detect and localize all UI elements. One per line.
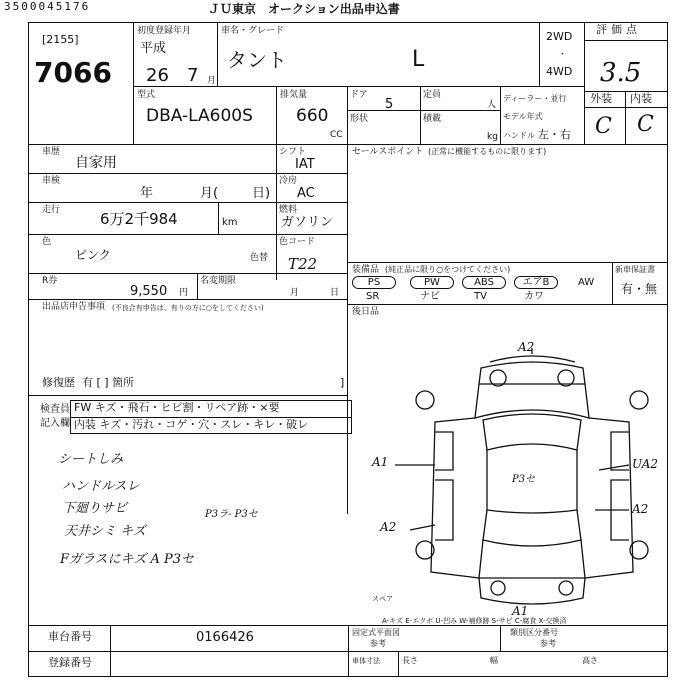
handwritten-note-4: 天井シミ キズ — [64, 524, 146, 539]
notes-sub: (不良合有申告は、有りの方に○をしてください) — [112, 304, 264, 312]
diag-note-top: A2 — [518, 340, 535, 354]
ac-label: 冷房 — [279, 176, 298, 186]
form-title: ＪＵ東京 オークション出品申込書 — [208, 2, 400, 16]
model-grade: L — [412, 47, 425, 72]
person-unit: 人 — [487, 100, 497, 110]
new-car-value: 有・無 — [621, 282, 658, 296]
handle-label: ハンドル — [503, 131, 535, 140]
equip-tv: TV — [474, 291, 487, 302]
inspector-ext-row: FW キズ・飛石・ヒビ割・リペア跡・×要 — [74, 401, 280, 414]
mileage-label: 走行 — [42, 205, 61, 215]
drive-2wd: 2WD — [546, 30, 573, 43]
door-count: 5 — [385, 97, 394, 112]
chassis-label: 車台番号 — [48, 630, 92, 643]
recycle-value: 9,550 — [130, 284, 168, 299]
inspection-year-unit: 年 — [140, 186, 154, 201]
name-change-month: 月 — [290, 288, 300, 298]
drive-4wd: 4WD — [546, 65, 573, 78]
rating-label: 評価点 — [596, 23, 641, 36]
height-label: 高さ — [582, 656, 598, 665]
color-change-label: 色替 — [250, 253, 269, 263]
chassis-number: 0166426 — [196, 630, 254, 645]
registration-month: 7 — [187, 65, 199, 86]
type-label: 型式 — [137, 90, 156, 100]
capacity-label: 定員 — [423, 90, 442, 100]
new-car-label: 新車保証書 — [615, 265, 655, 274]
dims-label: 車体寸法 — [352, 657, 380, 665]
diag-note-right-front: UA2 — [632, 457, 659, 471]
fuel-label: 燃料 — [279, 205, 298, 215]
repair-label: 修復歴 — [42, 376, 75, 389]
inspection-label: 車検 — [42, 176, 61, 186]
model-type: DBA-LA600S — [146, 106, 253, 126]
shift-value: IAT — [295, 157, 315, 172]
lot-number: 7066 — [34, 56, 112, 89]
rating-score: 3.5 — [600, 58, 642, 88]
repair-close: ] — [340, 376, 345, 389]
door-label: ドア — [350, 90, 368, 100]
equipment-label: 装備品 — [352, 265, 380, 275]
handwritten-note-5: Fガラスにキズ A P3セ — [60, 552, 195, 567]
registration-label: 初度登録年月 — [137, 26, 192, 36]
name-change-label: 名変期限 — [200, 276, 237, 286]
equip-navi: ナビ — [420, 291, 440, 302]
damage-legend: A-キズ E-エクボ U-凹み W-補修跡 S-サビ C-腐食 X-交換済 — [382, 617, 567, 625]
diag-note-center-lower: P3ラ- P3セ — [205, 509, 258, 520]
sales-point-label: セールスポイント — [352, 147, 424, 157]
model-name: タント — [227, 48, 287, 72]
model-label: 車名・グレード — [221, 26, 285, 36]
diag-note-right-mid: A2 — [632, 502, 649, 516]
drive-dot: ・ — [558, 50, 568, 60]
equip-airbag: エアB — [514, 276, 558, 289]
recycle-yen: 円 — [179, 288, 189, 298]
equip-sr: SR — [366, 291, 380, 302]
ref-label-2: 参考 — [540, 639, 556, 648]
color-value: ピンク — [75, 248, 111, 262]
equip-ps: PS — [352, 276, 396, 289]
notes-label: 出品店申告事項 — [42, 302, 106, 312]
doc-number: 3500045176 — [4, 0, 91, 13]
history-label: 車歴 — [42, 147, 61, 157]
interior-label: 内装 — [630, 92, 652, 105]
history-value: 自家用 — [75, 155, 117, 171]
name-change-day: 日 — [330, 288, 340, 298]
mileage-unit: km — [222, 217, 238, 228]
model-year-label: モデル年式 — [503, 112, 543, 121]
equip-aw: AW — [578, 277, 595, 288]
exterior-label: 外装 — [590, 92, 612, 105]
displacement-value: 660 — [296, 106, 329, 126]
spare-label: スペア — [372, 595, 393, 603]
color-label: 色 — [42, 237, 52, 247]
handle-value: 左・右 — [538, 128, 571, 141]
shape-label: 形状 — [350, 114, 369, 124]
inspection-month-unit: 月( — [200, 186, 219, 201]
registration-month-unit: 月 — [207, 76, 217, 86]
width-label: 幅 — [490, 656, 498, 665]
equip-abs: ABS — [462, 276, 506, 289]
fuel-value: ガソリン — [281, 215, 334, 230]
dealer-label: ディーラー・並行 — [503, 94, 567, 103]
color-code-value: T22 — [288, 255, 318, 273]
equip-leather: カワ — [524, 291, 544, 302]
handwritten-note-3: 下廻りサビ — [62, 501, 128, 516]
handwritten-note-1: シートしみ — [58, 452, 124, 467]
interior-grade: C — [637, 112, 654, 137]
repair-value: 有 [ ] 箇所 — [82, 376, 135, 389]
inspector-int-row: 内装 キズ・汚れ・コゲ・穴・スレ・キレ・破レ — [74, 418, 309, 431]
special-label: 類別区分番号 — [510, 628, 558, 637]
lot-ref: [2155] — [42, 33, 79, 46]
length-label: 長さ — [402, 656, 418, 665]
ref-label-1: 参考 — [370, 639, 386, 648]
cc-unit: CC — [330, 130, 343, 140]
exterior-grade: C — [595, 114, 612, 139]
color-code-label: 色コード — [279, 237, 316, 247]
fixed-label: 固定式平面図 — [352, 628, 400, 637]
ac-value: AC — [297, 186, 315, 201]
equipment-sub: (純正品に限り○をつけてください) — [385, 265, 511, 274]
inspector-entry-title: 記入欄 — [40, 418, 70, 429]
load-label: 積載 — [423, 114, 442, 124]
sales-point-sub: (正常に機能するものに限ります) — [428, 147, 547, 156]
diag-note-left-front: A1 — [372, 455, 389, 469]
inspector-title: 検査員 — [40, 404, 70, 415]
handwritten-note-2: ハンドルスレ — [62, 479, 140, 494]
mileage-value: 6万2千984 — [100, 210, 178, 228]
diag-note-left-mid: A2 — [380, 520, 397, 534]
registration-era: 平成 — [140, 41, 167, 56]
inspection-day-unit: 日) — [252, 186, 271, 201]
diag-note-center: P3セ — [512, 474, 536, 485]
diag-note-bottom: A1 — [512, 604, 529, 618]
recycle-label: R券 — [42, 276, 58, 286]
equip-pw: PW — [410, 276, 454, 289]
displacement-label: 排気量 — [280, 90, 308, 100]
shift-label: シフト — [279, 147, 307, 157]
after-market-label: 後日品 — [352, 307, 380, 317]
registration-number-label: 登録番号 — [48, 656, 92, 669]
registration-year: 26 — [146, 65, 169, 86]
kg-unit: kg — [487, 132, 498, 142]
